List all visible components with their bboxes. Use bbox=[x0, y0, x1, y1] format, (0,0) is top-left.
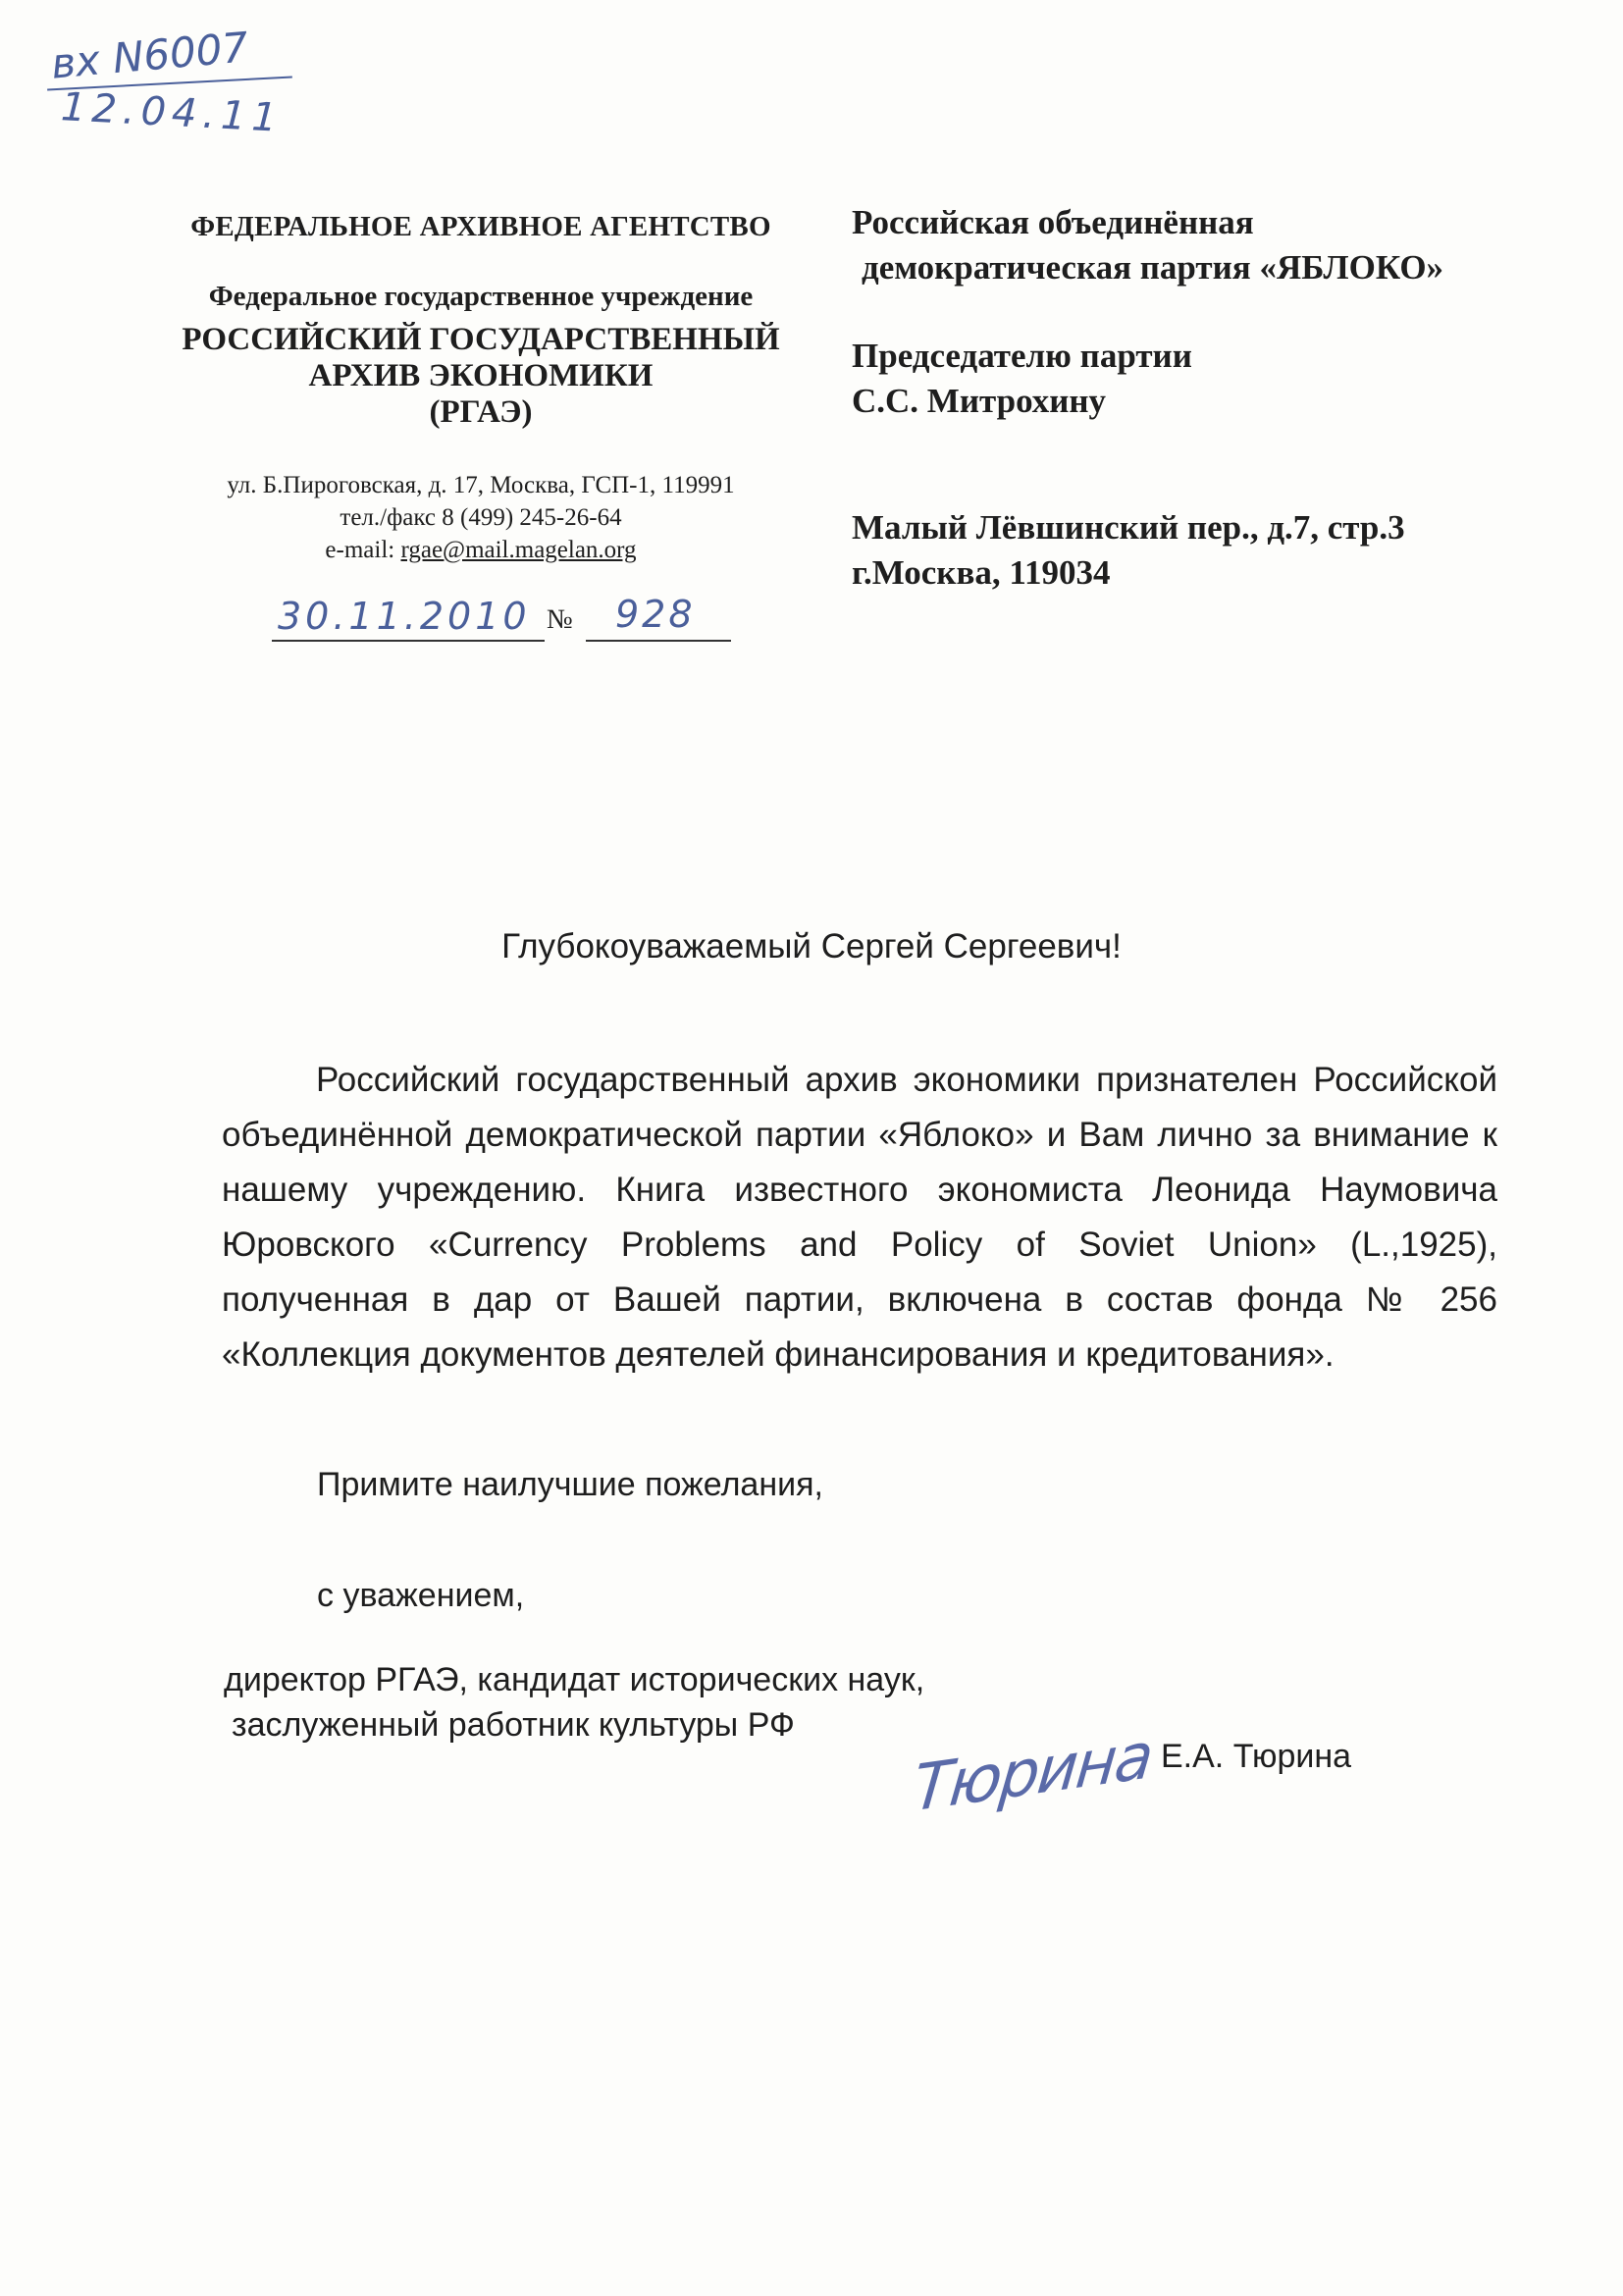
outgoing-date-field bbox=[272, 595, 545, 642]
recipient-position: Председателю партии bbox=[852, 337, 1192, 375]
number-sign: № bbox=[547, 604, 573, 635]
letter-body: Российский государственный архив экономики признателен Российской объединённой демократической партии «Яблоко» и Вам лично за внимание к нашему учреждению. Книга известного экономиста Леонида Наумовича Юровского «Currency Problems and Policy of Soviet Union» (L.,1925), полученная в дар от Вашей партии, включена в состав фонда № 256 «Коллекция документов деятелей финансирования и кредитования». bbox=[222, 1061, 1497, 1374]
outgoing-date-handwritten: 30.11.2010 bbox=[278, 595, 531, 638]
sender-phone: тел./факс 8 (499) 245-26-64 bbox=[340, 504, 622, 531]
signatory-title-line2: заслуженный работник культуры РФ bbox=[232, 1706, 795, 1744]
sender-contacts bbox=[157, 469, 805, 566]
organization-name bbox=[157, 322, 805, 431]
recipient-party-line2: демократическая партия «ЯБЛОКО» bbox=[862, 248, 1444, 287]
agency-name: ФЕДЕРАЛЬНОЕ АРХИВНОЕ АГЕНТСТВО bbox=[190, 211, 771, 242]
organization-name-line1: РОССИЙСКИЙ ГОСУДАРСТВЕННЫЙ bbox=[182, 322, 780, 357]
signatory-name: Е.А. Тюрина bbox=[1161, 1738, 1352, 1775]
incoming-date-handwritten: 12.04.11 bbox=[59, 84, 285, 141]
recipient-address-line2: г.Москва, 119034 bbox=[852, 553, 1111, 592]
wishes-line: Примите наилучшие пожелания, bbox=[317, 1466, 823, 1503]
recipient-address-line1: Малый Лёвшинский пер., д.7, стр.3 bbox=[852, 508, 1405, 547]
closing-line: с уважением, bbox=[317, 1577, 525, 1614]
signatory-title-line1: директор РГАЭ, кандидат исторических наук, bbox=[224, 1661, 925, 1698]
organization-abbreviation: (РГАЭ) bbox=[429, 394, 533, 430]
sender-email-line bbox=[157, 534, 805, 566]
sender-email[interactable]: rgae@mail.magelan.org bbox=[400, 537, 637, 563]
handwritten-signature: Тюрина bbox=[910, 1719, 1156, 1827]
organization-name-line2: АРХИВ ЭКОНОМИКИ bbox=[308, 358, 654, 393]
outgoing-number-handwritten: 928 bbox=[615, 593, 696, 636]
recipient-name: С.С. Митрохину bbox=[852, 382, 1107, 420]
recipient-party-line1: Российская объединённая bbox=[852, 203, 1254, 241]
institution-type: Федеральное государственное учреждение bbox=[208, 281, 754, 312]
sender-email-label: e-mail: bbox=[325, 537, 401, 563]
sender-address: ул. Б.Пироговская, д. 17, Москва, ГСП-1, 119991 bbox=[227, 472, 735, 498]
recipient-person bbox=[852, 334, 1192, 424]
recipient-party bbox=[852, 200, 1443, 290]
recipient-address bbox=[852, 505, 1405, 596]
outgoing-number-field bbox=[586, 593, 731, 642]
greeting: Глубокоуважаемый Сергей Сергеевич! bbox=[501, 927, 1122, 965]
incoming-number-handwritten: вх N6007 bbox=[49, 23, 251, 88]
